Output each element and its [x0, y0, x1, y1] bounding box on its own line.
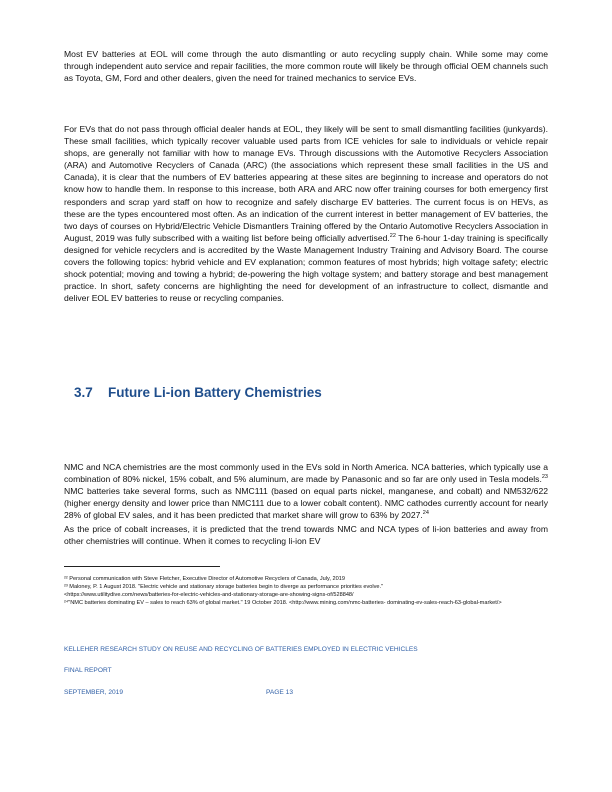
paragraph-dismantling-facilities	[64, 123, 548, 304]
footnote-ref-24[interactable]: 24	[422, 510, 429, 517]
section-title: Future Li-ion Battery Chemistries	[108, 385, 322, 400]
footnote-ref-22[interactable]: 22	[389, 232, 396, 239]
paragraph-nmc-text-a: NMC and NCA chemistries are the most commonly used in the EVs sold in North America. NCA batteries, which typically use a combination of 80% nickel, 15% cobalt, and 5% aluminum, are made by Panasonic and so far are only used in Tesla models.	[64, 462, 548, 485]
footnote-separator	[64, 566, 220, 567]
paragraph-nmc-nca	[64, 461, 548, 521]
footnote-22: ²² Personal communication with Steve Fletcher, Executive Director of Automotive Recyclers of Canada, July, 2019	[64, 576, 345, 582]
footnote-23: ²³ Maloney, P. 1 August 2018. "Electric vehicle and stationary storage batteries begin to diverge as performance priorities evolve."	[64, 584, 384, 590]
footnote-23-url[interactable]: <https://www.utilitydive.com/news/batteries-for-electric-vehicles-and-stationary-storage-are-showing-signs-of/528848/	[64, 592, 354, 598]
section-heading	[74, 385, 322, 400]
footer-date: SEPTEMBER, 2019	[64, 689, 124, 696]
footnote-24: ²⁴"NMC batteries dominating EV – sales to reach 63% of global market." 19 October 2018. <http://www.mining.com/nmc-batteries- dominating-ev-sales-reach-63-global-market/>	[64, 600, 502, 606]
paragraph-cobalt-trend: As the price of cobalt increases, it is predicted that the trend towards NMC and NCA types of li-ion batteries and away from other chemistries will continue. When it comes to recycling li-ion EV	[64, 524, 548, 547]
footnote-ref-23[interactable]: 23	[541, 474, 548, 481]
paragraph-dismantling-text-b: The 6-hour 1-day training is specifically designed for vehicle recyclers and is accredited by the Waste Management Industry Training and Advisory Board. The course covers the following topics: hybrid vehicle and EV explanation; common features of most hybrids; high voltage safety; electric shock potential; moving and towing a hybrid; de-powering the high voltage system; and battery storage and best management practice. In short, safety concerns are highlighting the need for development of an infrastructure to collect, dismantle and deliver EOL EV batteries to reuse or recycling companies.	[64, 232, 548, 304]
paragraph-ev-eol-route: Most EV batteries at EOL will come through the auto dismantling or auto recycling supply chain. While some may come through independent auto service and repair facilities, the more common route will likely be through official OEM channels such as Toyota, GM, Ford and other dealers, given the need for trained mechanics to service EVs.	[64, 49, 548, 84]
paragraph-dismantling-text-a: For EVs that do not pass through official dealer hands at EOL, they likely will be sent to small dismantling facilities (junkyards). These small facilities, which typically recover valuable used parts from ICE vehicles for sale to individuals or vehicle repair shops, are generally not familiar with how to manage EVs. Through discussions with the Automotive Recyclers Association (ARA) and Automotive Recyclers of Canada (ARC) (the associations which represent these small facilities in the US and Canada), it is clear that the numbers of EV batteries appearing at these sites are beginning to increase and operators do not know how to handle them. In response to this increase, both ARA and ARC now offer training courses for both emergency first responders and scrap yard staff on how to recognize and safely discharge EV batteries. The current focus is on HEVs, as these are the types encountered most often. As an indication of the current interest in better management of EV batteries, the two days of courses on Hybrid/Electric Vehicle Dismantlers Training offered by the Ontario Automotive Recyclers Association in August, 2019 was fully subscribed with a waiting list before being officially advertised.	[64, 124, 548, 243]
section-number: 3.7	[74, 385, 93, 400]
footer-title: KELLEHER RESEARCH STUDY ON REUSE AND RECYCLING OF BATTERIES EMPLOYED IN ELECTRIC VEHICLES	[64, 646, 418, 653]
page-number: PAGE 13	[266, 689, 293, 696]
paragraph-nmc-text-b: NMC batteries take several forms, such as NMC111 (based on equal parts nickel, manganese, and cobalt) and NM532/622 (higher energy density and lower price than NMC111 due to a lower cobalt content). NMC cathodes currently account for nearly 28% of global EV sales, and it has been predicted that market share will grow to 63% by 2027.	[64, 486, 548, 521]
footer-report: FINAL REPORT	[64, 667, 112, 674]
